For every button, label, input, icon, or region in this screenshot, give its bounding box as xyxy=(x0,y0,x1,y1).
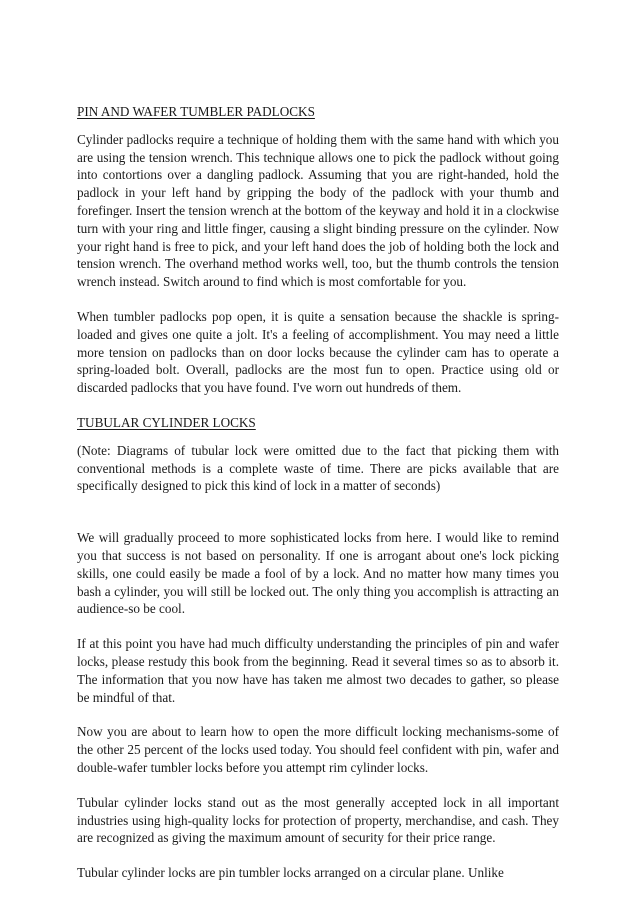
paragraph: Now you are about to learn how to open the more difficult locking mechanisms-some of the other 25 percent of the locks used today. You should feel confident with pin, wafer and double-wafer tumbler locks before you attempt rim cylinder locks. xyxy=(77,724,559,775)
note-paragraph: (Note: Diagrams of tubular lock were omitted due to the fact that picking them with conventional methods is a complete waste of time. There are picks available that are specifically designed to pick this kind of lock in a matter of seconds) xyxy=(77,442,559,494)
page-body xyxy=(77,103,559,899)
paragraph: If at this point you have had much difficulty understanding the principles of pin and wafer locks, please restudy this book from the beginning. Read it several times so as to absorb it. The information that you now have has taken me almost two decades to gather, so please be mindful of that. xyxy=(77,636,559,705)
section-heading-tubular: TUBULAR CYLINDER LOCKS xyxy=(77,414,256,430)
paragraph: Tubular cylinder locks stand out as the most generally accepted lock in all important industries using high-quality locks for protection of property, merchandise, and cash. They are recognized as giving the maximum amount of security for their price range. xyxy=(77,794,559,846)
paragraph: When tumbler padlocks pop open, it is quite a sensation because the shackle is spring-loaded and gives one quite a jolt. It's a feeling of accomplishment. You may need a little more tension on padlocks than on door locks because the cylinder cam has to operate a spring-loaded bolt. Overall, padlocks are the most fun to open. Practice using old or discarded padlocks that you have found. I've worn out hundreds of them. xyxy=(77,308,559,396)
paragraph: Cylinder padlocks require a technique of holding them with the same hand with which you are using the tension wrench. This technique allows one to pick the padlock without going into contortions over a dangling padlock. Assuming that you are right-handed, hold the padlock in your left hand by gripping the body of the padlock with your thumb and forefinger. Insert the tension wrench at the bottom of the keyway and hold it in a clockwise turn with your ring and little finger, causing a slight binding pressure on the cylinder. Now your right hand is free to pick, and your left hand does the job of holding both the lock and tension wrench. The overhand method works well, too, but the thumb controls the tension wrench instead. Switch around to find which is most comfortable for you. xyxy=(77,131,559,290)
paragraph: We will gradually proceed to more sophisticated locks from here. I would like to remind you that success is not based on personality. If one is arrogant about one's lock picking skills, one could easily be made a fool of by a lock. And no matter how many times you bash a cylinder, you will still be locked out. The only thing you accomplish is attracting an audience-so be cool. xyxy=(77,530,559,617)
section-heading-padlocks: PIN AND WAFER TUMBLER PADLOCKS xyxy=(77,104,315,119)
paragraph: Tubular cylinder locks are pin tumbler locks arranged on a circular plane. Unlike xyxy=(77,865,504,881)
